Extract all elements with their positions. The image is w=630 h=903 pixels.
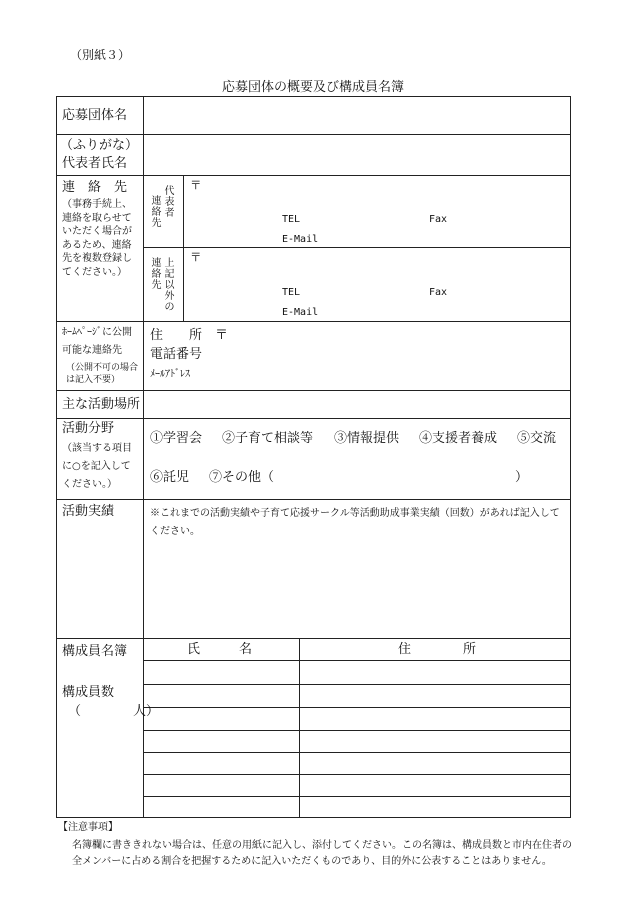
public-contact-field[interactable] bbox=[240, 322, 570, 390]
fields-label: 活動分野 bbox=[62, 421, 115, 436]
main-place-label: 主な活動場所 bbox=[62, 397, 141, 412]
field-option-6[interactable]: ⑥託児 bbox=[150, 470, 190, 485]
fields-note: （該当する項目に○を記入してください。） bbox=[62, 443, 132, 490]
page-title: 応募団体の概要及び構成員名簿 bbox=[222, 80, 405, 95]
public-contact-label-line1: ﾎｰﾑﾍﾟｰｼﾞに公開 bbox=[62, 327, 132, 338]
rep-contact-vertical-a: 代表者 bbox=[164, 186, 175, 219]
field-option-4[interactable]: ④支援者養成 bbox=[419, 431, 498, 446]
other-email-label: E-Mail bbox=[282, 307, 319, 318]
rep-fax-label: Fax bbox=[429, 214, 448, 225]
main-place-field[interactable] bbox=[144, 391, 570, 418]
other-contact-vertical-b: 連絡先 bbox=[151, 258, 162, 291]
rep-postal-mark: 〒 bbox=[190, 178, 202, 192]
annex-label: （別紙３） bbox=[70, 48, 131, 62]
public-contact-label-line2: 可能な連絡先 bbox=[62, 345, 122, 356]
other-fax-label: Fax bbox=[429, 287, 448, 298]
field-option-1[interactable]: ①学習会 bbox=[150, 431, 203, 446]
field-option-7-close: ） bbox=[515, 470, 529, 485]
rep-name-field[interactable] bbox=[144, 135, 570, 175]
furigana-label: （ふりがな） bbox=[60, 138, 139, 153]
contact-label: 連 絡 先 bbox=[62, 180, 128, 195]
public-email-label: ﾒｰﾙｱﾄﾞﾚｽ bbox=[150, 369, 190, 380]
member-address-cells[interactable] bbox=[300, 661, 570, 817]
other-tel-label: TEL bbox=[282, 287, 301, 298]
field-option-2[interactable]: ②子育て相談等 bbox=[222, 431, 314, 446]
rep-contact-field[interactable] bbox=[184, 176, 570, 247]
org-name-field[interactable] bbox=[144, 97, 570, 134]
member-col-name: 氏 名 bbox=[187, 642, 253, 657]
member-count-label: 構成員数 bbox=[62, 685, 115, 700]
notes-body: 名簿欄に書ききれない場合は、任意の用紙に記入し、添付してください。この名簿は、構成員数と市内在住者の全メンバーに占める割合を把握するために記入いただくものであり、目的外に公表することはありません。 bbox=[72, 840, 572, 867]
rep-tel-label: TEL bbox=[282, 214, 301, 225]
achievements-note: ※これまでの活動実績や子育て応援サークル等活動助成事業実績（回数）があれば記入してください。 bbox=[150, 508, 560, 537]
other-contact-vertical-a: 上記以外の bbox=[164, 258, 175, 313]
member-col-address: 住 所 bbox=[398, 642, 477, 657]
rep-email-label: E-Mail bbox=[282, 234, 319, 245]
field-option-3[interactable]: ③情報提供 bbox=[334, 431, 400, 446]
contact-note: （事務手続上、連絡を取らせていただく場合があるため、連絡先を複数登録してください。） bbox=[62, 199, 132, 278]
public-contact-note: （公開不可の場合は記入不要） bbox=[66, 363, 139, 385]
achievements-field[interactable] bbox=[144, 540, 570, 638]
members-label: 構成員名簿 bbox=[62, 644, 128, 659]
field-option-7[interactable]: ⑦その他（ bbox=[209, 470, 275, 485]
member-count-input[interactable] bbox=[80, 702, 126, 720]
field-other-input[interactable] bbox=[276, 468, 512, 488]
rep-contact-vertical-b: 連絡先 bbox=[151, 196, 162, 229]
rep-name-label: 代表者氏名 bbox=[62, 156, 128, 171]
org-name-label: 応募団体名 bbox=[62, 108, 128, 123]
member-count-unit: （ 人） bbox=[68, 704, 160, 719]
achievements-label: 活動実績 bbox=[62, 504, 115, 519]
notes-heading: 【注意事項】 bbox=[58, 822, 118, 833]
public-phone-label: 電話番号 bbox=[150, 347, 203, 362]
field-option-5[interactable]: ⑤交流 bbox=[517, 431, 557, 446]
other-postal-mark: 〒 bbox=[190, 250, 202, 264]
public-address-label: 住 所 〒 bbox=[150, 328, 229, 343]
member-name-cells[interactable] bbox=[144, 661, 298, 817]
other-contact-field[interactable] bbox=[184, 248, 570, 321]
